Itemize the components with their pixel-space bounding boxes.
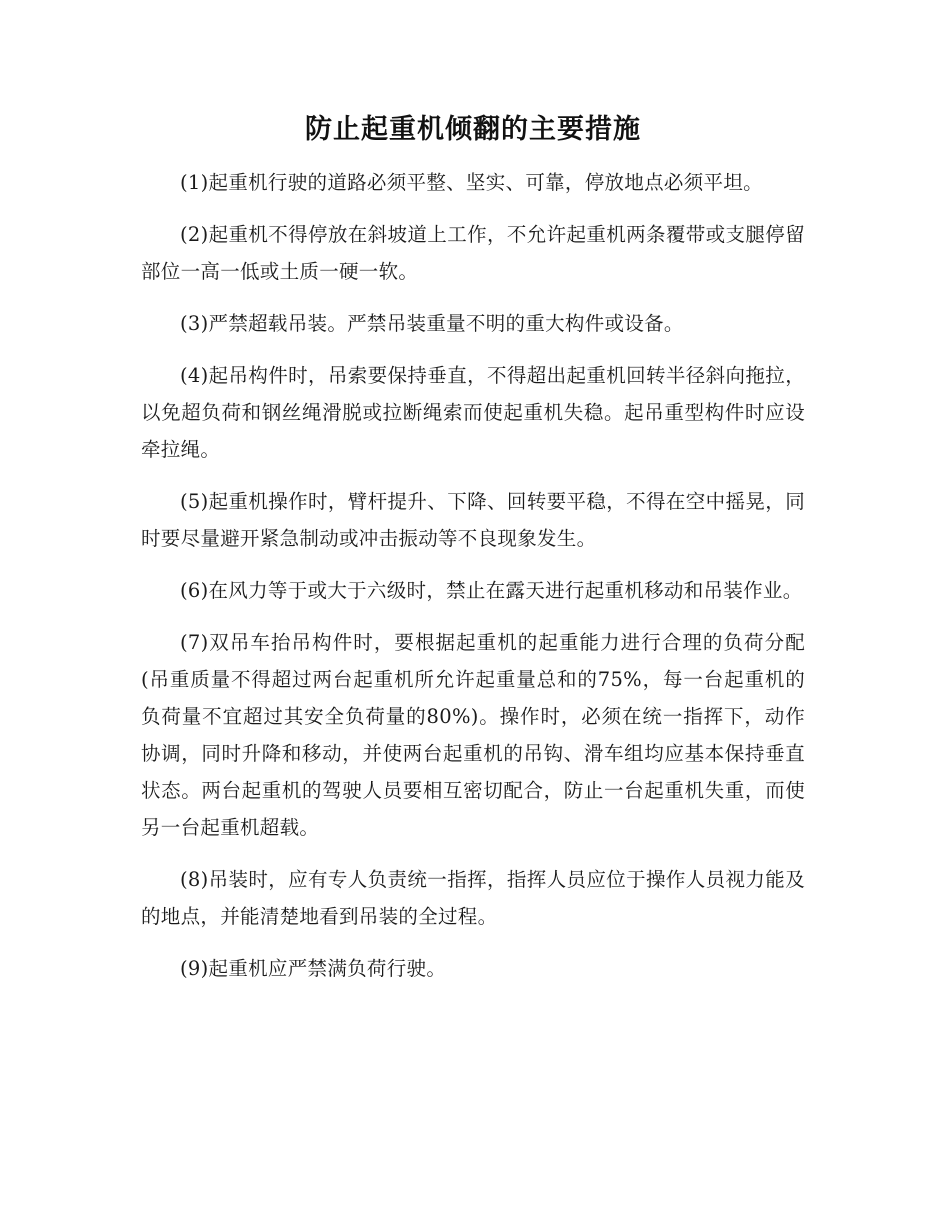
paragraph-7: (7)双吊车抬吊构件时，要根据起重机的起重能力进行合理的负荷分配(吊重质量不得超过两台起重机所允许起重量总和的75%，每一台起重机的负荷量不宜超过其安全负荷量的80%)。操作时，必须在统一指挥下，动作协调，同时升降和移动，并使两台起重机的吊钩、滑车组均应基本保持垂直状态。两台起重机的驾驶人员要相互密切配合，防止一台起重机失重，而使另一台起重机超载。 [141,631,805,839]
paragraph-3: (3)严禁超载吊装。严禁吊装重量不明的重大构件或设备。 [180,312,684,335]
paragraph-9: (9)起重机应严禁满负荷行驶。 [180,957,447,980]
paragraph-5: (5)起重机操作时，臂杆提升、下降、回转要平稳，不得在空中摇晃，同时要尽量避开紧急制动或冲击振动等不良现象发生。 [141,490,805,550]
paragraph-2: (2)起重机不得停放在斜坡道上工作，不允许起重机两条覆带或支腿停留部位一高一低或土质一硬一软。 [141,223,805,283]
paragraph-6: (6)在风力等于或大于六级时，禁止在露天进行起重机移动和吊装作业。 [180,579,803,602]
document-page [141,110,805,1002]
document-title: 防止起重机倾翻的主要措施 [305,114,641,145]
paragraph-4: (4)起吊构件时，吊索要保持垂直，不得超出起重机回转半径斜向拖拉，以免超负荷和钢丝绳滑脱或拉断绳索而使起重机失稳。起吊重型构件时应设牵拉绳。 [141,364,805,461]
paragraph-1: (1)起重机行驶的道路必须平整、坚实、可靠，停放地点必须平坦。 [180,171,763,194]
paragraph-8: (8)吊装时，应有专人负责统一指挥，指挥人员应位于操作人员视力能及的地点，并能清楚地看到吊装的全过程。 [141,868,805,928]
